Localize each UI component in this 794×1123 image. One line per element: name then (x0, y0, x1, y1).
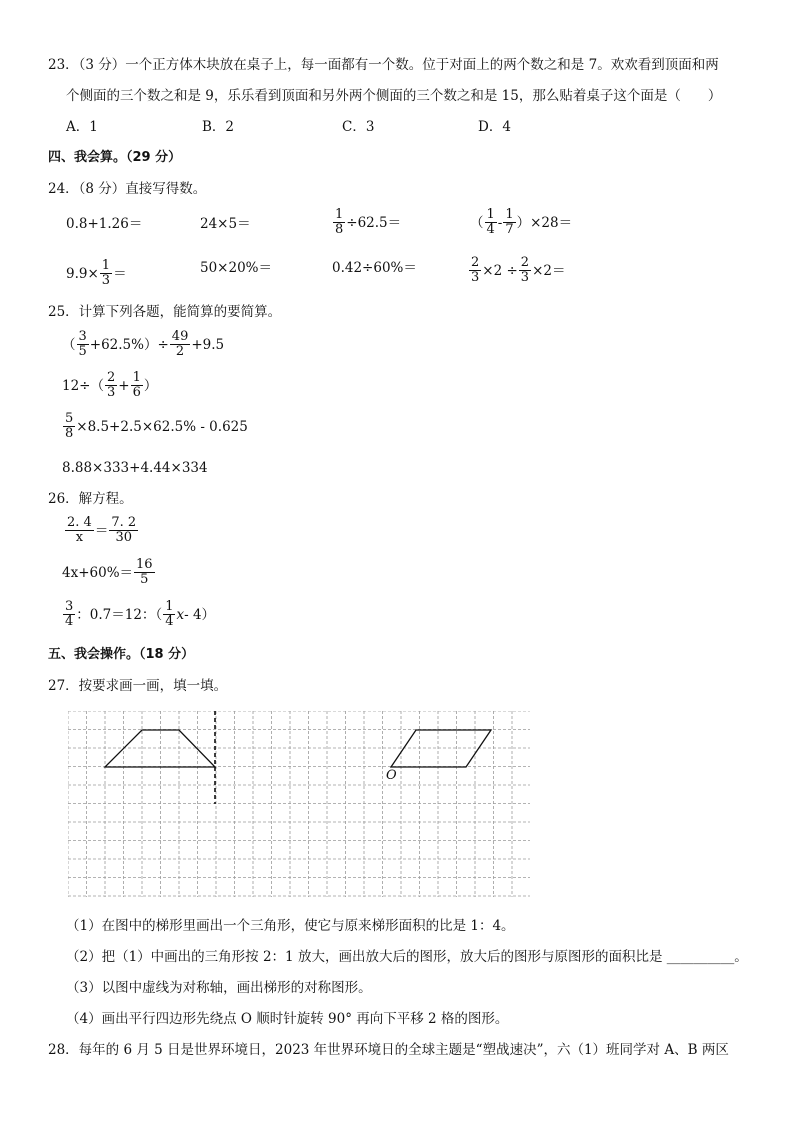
q23-option-c: C．3 (342, 119, 375, 135)
q26-title: 26．解方程。 (48, 491, 133, 507)
q27-item2: （2）把（1）中画出的三角形按 2：1 放大，画出放大后的图形，放大后的图形与原图形的面积比是 __________。 (66, 949, 748, 965)
q25-expr1: （ $\frac{3}{5}$ +62.5%）÷ $\frac{49}{2}$ +9.5 (62, 329, 225, 359)
q25-expr2: 12÷（ $\frac{2}{3}$ + $\frac{1}{6}$ ） (62, 370, 158, 400)
q23-option-b: B．2 (202, 119, 235, 135)
q26-eq3: $\frac{3}{4}$ ：0.7＝12：（ $\frac{1}{4}$ x - 4） (65, 599, 216, 629)
q24-r1c2: 24×5＝ (200, 216, 251, 232)
grid-svg (68, 711, 530, 897)
section5-title: 五、我会操作。（18 分） (48, 647, 195, 662)
point-o-label: O (386, 768, 397, 783)
q24-r1c3: $\frac{1}{8}$ ÷62.5＝ (335, 207, 402, 237)
trapezoid-shape (105, 730, 215, 767)
q23-option-a: A．1 (66, 119, 98, 135)
q23-line1: 23．（3 分）一个正方体木块放在桌子上，每一面都有一个数。位于对面上的两个数之和是 7。欢欢看到顶面和两 (48, 57, 719, 73)
q25-title: 25．计算下列各题，能简算的要简算。 (48, 304, 282, 320)
parallelogram-shape (391, 730, 491, 767)
q24-r1c4: （ $\frac{1}{4}$ - $\frac{1}{7}$ ）×28＝ (470, 207, 573, 237)
q27-item1: （1）在图中的梯形里画出一个三角形，使它与原来梯形面积的比是 1：4。 (66, 918, 515, 934)
q26-eq2: 4x+60%＝ $\frac{16}{5}$ (62, 557, 153, 587)
q24-r2c1: 9.9× $\frac{1}{3}$ ＝ (66, 258, 127, 288)
q23-option-d: D．4 (478, 119, 511, 135)
q27-item3: （3）以图中虚线为对称轴，画出梯形的对称图形。 (66, 980, 372, 996)
q24-r2c4: $\frac{2}{3}$ ×2 ÷ $\frac{2}{3}$ ×2＝ (471, 255, 566, 285)
q25-expr3: $\frac{5}{8}$ ×8.5+2.5×62.5% - 0.625 (65, 411, 248, 441)
q25-expr4: 8.88×333+4.44×334 (62, 460, 208, 476)
q24-r2c2: 50×20%＝ (200, 260, 272, 276)
q23-line2: 个侧面的三个数之和是 9，乐乐看到顶面和另外两个侧面的三个数之和是 15，那么贴着桌子这个面是（ ） (66, 88, 722, 104)
q27-item4: （4）画出平行四边形先绕点 O 顺时针旋转 90° 再向下平移 2 格的图形。 (66, 1011, 509, 1027)
grid-lines (68, 711, 530, 897)
q28-line1: 28．每年的 6 月 5 日是世界环境日，2023 年世界环境日的全球主题是“塑战速决”，六（1）班同学对 A、B 两区 (48, 1042, 729, 1058)
q27-title: 27．按要求画一画，填一填。 (48, 678, 228, 694)
q26-eq1: $\frac{2. 4}{x}$ ＝ $\frac{7. 2}{30}$ (67, 515, 137, 545)
section4-title: 四、我会算。（29 分） (48, 150, 182, 165)
q24-title: 24．（8 分）直接写得数。 (48, 181, 207, 197)
q24-r1c1: 0.8+1.26＝ (66, 216, 143, 232)
q27-grid-figure (68, 711, 530, 897)
q24-r2c3: 0.42÷60%＝ (332, 260, 417, 276)
